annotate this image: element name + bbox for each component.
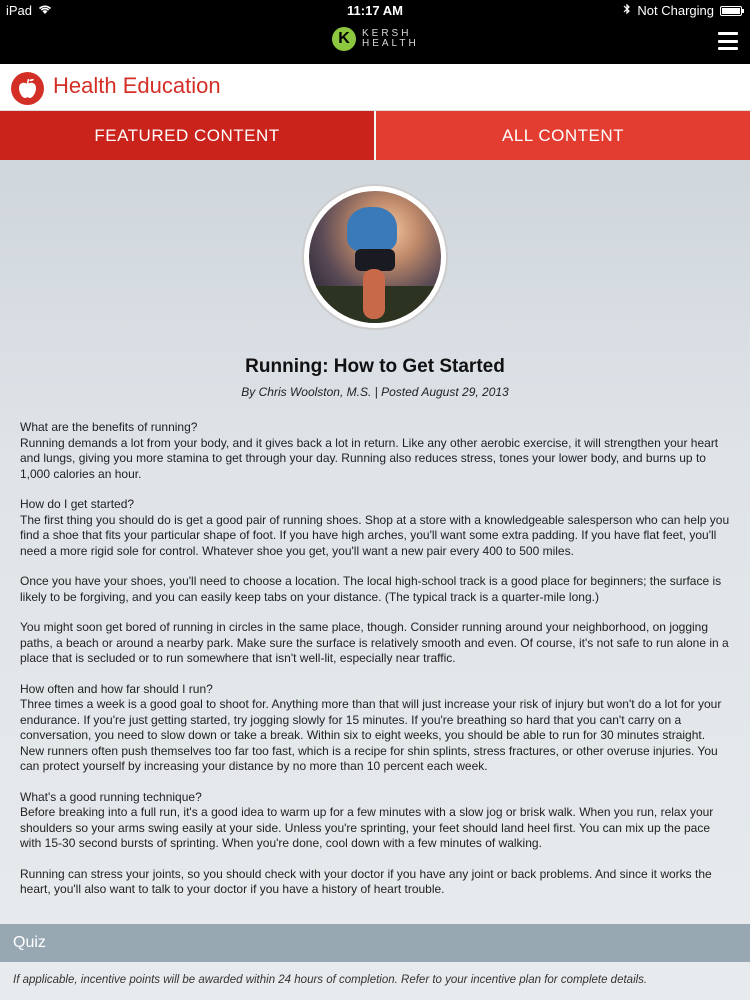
runner-photo bbox=[309, 191, 441, 323]
article-paragraph bbox=[20, 790, 732, 852]
battery-icon bbox=[720, 6, 742, 16]
article-paragraph bbox=[20, 867, 732, 898]
paragraph-heading: How do I get started? bbox=[20, 497, 135, 511]
kersh-health-logo[interactable] bbox=[332, 27, 419, 51]
paragraph-heading: What's a good running technique? bbox=[20, 789, 202, 804]
article-image-frame bbox=[302, 184, 448, 330]
incentive-note: If applicable, incentive points will be awarded within 24 hours of completion. Refer to your incentive plan for complete details. bbox=[13, 974, 648, 986]
article-paragraph bbox=[20, 420, 732, 482]
paragraph-heading: How often and how far should I run? bbox=[20, 681, 213, 696]
quiz-footer bbox=[0, 962, 750, 1000]
paragraph-heading: What are the benefits of running? bbox=[20, 420, 198, 434]
tab-all-content[interactable]: ALL CONTENT bbox=[374, 111, 750, 160]
article-content[interactable] bbox=[0, 160, 750, 924]
paragraph-text: Once you have your shoes, you'll need to choose a location. The local high-school track is a good place for beginners; the surface is likely to be forgiving, and you can easily keep tabs on your distance. (The typical track is a quarter-mile long.) bbox=[20, 574, 722, 604]
app-header bbox=[0, 22, 750, 64]
paragraph-text: Running demands a lot from your body, and it gives back a lot in return. Like any other aerobic exercise, it will strengthen your heart and lungs, giving you more stamina to get through your day. Running also reduces stress, tones your lower body, and burns up to 1,000 calories an hour. bbox=[20, 435, 719, 481]
article-paragraph bbox=[20, 682, 732, 775]
status-bar bbox=[0, 0, 750, 22]
paragraph-text: Before breaking into a full run, it's a good idea to warm up for a few minutes with a slow jog or brisk walk. When you run, relax your shoulders so your arms swing easily at your side. Unless you're sprinting, your feet should land heel first. You can mix up the pace with 15-30 second bursts of sprinting. When you're done, cool down with a few minutes of walking. bbox=[20, 805, 714, 850]
article-paragraph bbox=[20, 574, 732, 605]
logo-line2: HEALTH bbox=[362, 38, 419, 49]
logo-k-icon: K bbox=[332, 27, 356, 51]
article-body bbox=[20, 420, 732, 898]
article-paragraph bbox=[20, 497, 732, 559]
quiz-header[interactable] bbox=[0, 924, 750, 962]
paragraph-text: You might soon get bored of running in circles in the same place, though. Consider running around your neighborhood, on jogging paths, a beach or around a nearby park. Make sure the surface is relatively smooth and even. Of course, it's not safe to run alone in a place that is secluded or to run somewhere that isn't well-lit, especially near traffic. bbox=[20, 620, 729, 665]
article-title: Running: How to Get Started bbox=[245, 356, 505, 377]
article-paragraph bbox=[20, 620, 732, 667]
hamburger-menu-icon[interactable] bbox=[718, 32, 738, 50]
apple-icon bbox=[11, 72, 44, 105]
article-byline: By Chris Woolston, M.S. | Posted August 29, 2013 bbox=[241, 385, 509, 399]
page-title: Health Education bbox=[53, 73, 221, 98]
charging-status: Not Charging bbox=[637, 3, 714, 18]
paragraph-text: Three times a week is a good goal to shoot for. Anything more than that will just increase your risk of injury but won't do a lot for your endurance. If you're just getting started, try jogging slowly for 15 minutes. If you're breathing so hard that you can't carry on a conversation, you need to slow down or take a break. Within six to eight weeks, you should be able to run for 30 minutes straight. New runners often push themselves too far too fast, which is a recipe for shin splints, stress fractures, or other overuse injuries. You can protect yourself by increasing your distance by no more than 10 percent each week. bbox=[20, 697, 722, 773]
tab-featured-content[interactable]: FEATURED CONTENT bbox=[0, 111, 374, 160]
paragraph-text: Running can stress your joints, so you should check with your doctor if you have any joint or back problems. And since it works the heart, you'll also want to talk to your doctor if you have a history of heart trouble. bbox=[20, 866, 712, 896]
device-label: iPad bbox=[6, 3, 33, 18]
section-header bbox=[0, 64, 750, 111]
clock: 11:17 AM bbox=[347, 3, 403, 18]
bluetooth-icon bbox=[623, 3, 631, 18]
paragraph-text: The first thing you should do is get a good pair of running shoes. Shop at a store with a knowledgeable salesperson who can help you find a shoe that fits your particular shape of foot. If you have high arches, you'll want some extra padding. If you have flat feet, you'll need a more rigid sole for control. Whatever shoe you get, you'll want a new pair every 400 to 500 miles. bbox=[20, 512, 730, 558]
quiz-title: Quiz bbox=[13, 934, 46, 951]
content-tabs bbox=[0, 111, 750, 160]
logo-line1: KERSH bbox=[362, 28, 412, 39]
